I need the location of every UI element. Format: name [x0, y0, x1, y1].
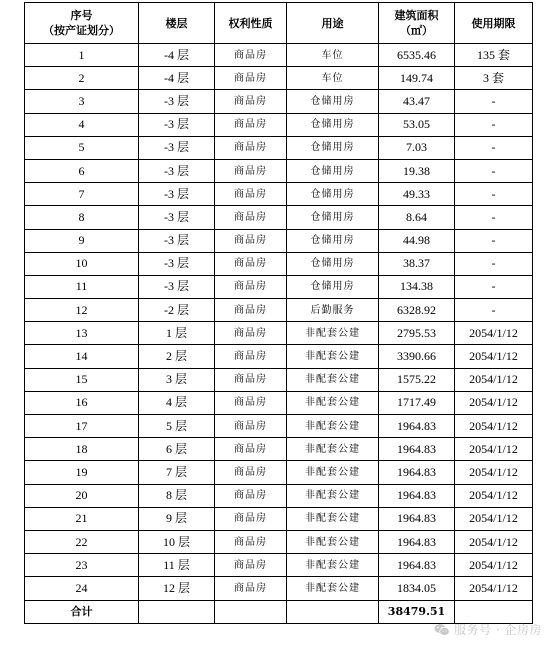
cell-area: 1964.83	[379, 507, 455, 530]
table-row	[25, 299, 533, 322]
table-row	[25, 368, 533, 391]
cell-area: 49.33	[379, 183, 455, 206]
cell-nature: 商品房	[215, 368, 287, 391]
cell-usage: 仓储用房	[287, 90, 379, 113]
cell-term: -	[455, 275, 533, 298]
total-area: 38479.51	[379, 600, 455, 623]
cell-seq: 22	[25, 530, 139, 553]
cell-floor: -3 层	[139, 252, 215, 275]
table-row	[25, 554, 533, 577]
property-table	[24, 2, 533, 624]
cell-term: 2054/1/12	[455, 368, 533, 391]
cell-floor: -4 层	[139, 44, 215, 67]
cell-seq: 4	[25, 113, 139, 136]
table-row	[25, 438, 533, 461]
cell-seq: 1	[25, 44, 139, 67]
table-row	[25, 461, 533, 484]
cell-usage: 仓储用房	[287, 159, 379, 182]
table-row	[25, 113, 533, 136]
cell-seq: 2	[25, 67, 139, 90]
cell-seq: 11	[25, 275, 139, 298]
table-row	[25, 415, 533, 438]
cell-nature: 商品房	[215, 159, 287, 182]
table-row	[25, 391, 533, 414]
cell-usage: 非配套公建	[287, 322, 379, 345]
table-row	[25, 67, 533, 90]
table-row	[25, 345, 533, 368]
table-row	[25, 484, 533, 507]
cell-floor: 3 层	[139, 368, 215, 391]
header-floor: 楼层	[139, 3, 215, 44]
cell-usage: 非配套公建	[287, 415, 379, 438]
cell-nature: 商品房	[215, 577, 287, 600]
table-row	[25, 507, 533, 530]
header-seq	[25, 3, 139, 44]
cell-nature: 商品房	[215, 44, 287, 67]
cell-floor: 12 层	[139, 577, 215, 600]
cell-nature: 商品房	[215, 113, 287, 136]
cell-seq: 16	[25, 391, 139, 414]
cell-term: 2054/1/12	[455, 345, 533, 368]
cell-usage: 非配套公建	[287, 484, 379, 507]
cell-seq: 8	[25, 206, 139, 229]
cell-usage: 非配套公建	[287, 507, 379, 530]
cell-seq: 6	[25, 159, 139, 182]
cell-nature: 商品房	[215, 507, 287, 530]
wechat-icon	[434, 623, 450, 637]
cell-seq: 13	[25, 322, 139, 345]
watermark	[434, 621, 542, 638]
header-seq-line2: （按产证划分）	[43, 24, 120, 37]
cell-area: 1964.83	[379, 554, 455, 577]
cell-term: 2054/1/12	[455, 507, 533, 530]
cell-area: 38.37	[379, 252, 455, 275]
cell-term: -	[455, 159, 533, 182]
cell-seq: 15	[25, 368, 139, 391]
cell-seq: 3	[25, 90, 139, 113]
cell-usage: 后勤服务	[287, 299, 379, 322]
cell-seq: 9	[25, 229, 139, 252]
table-row	[25, 530, 533, 553]
cell-floor: -3 层	[139, 275, 215, 298]
cell-seq: 24	[25, 577, 139, 600]
cell-area: 1575.22	[379, 368, 455, 391]
cell-nature: 商品房	[215, 90, 287, 113]
cell-term: -	[455, 206, 533, 229]
cell-area: 44.98	[379, 229, 455, 252]
cell-usage: 仓储用房	[287, 183, 379, 206]
cell-nature: 商品房	[215, 183, 287, 206]
cell-floor: 10 层	[139, 530, 215, 553]
cell-area: 1964.83	[379, 438, 455, 461]
total-empty-usage	[287, 600, 379, 623]
cell-floor: 5 层	[139, 415, 215, 438]
cell-term: 2054/1/12	[455, 391, 533, 414]
cell-nature: 商品房	[215, 136, 287, 159]
cell-seq: 12	[25, 299, 139, 322]
cell-floor: 4 层	[139, 391, 215, 414]
table-row	[25, 252, 533, 275]
cell-area: 6535.46	[379, 44, 455, 67]
cell-nature: 商品房	[215, 415, 287, 438]
cell-term: 2054/1/12	[455, 322, 533, 345]
cell-term: -	[455, 252, 533, 275]
cell-floor: -3 层	[139, 183, 215, 206]
header-area	[379, 3, 455, 44]
cell-floor: -3 层	[139, 90, 215, 113]
cell-floor: 1 层	[139, 322, 215, 345]
cell-nature: 商品房	[215, 67, 287, 90]
cell-term: 2054/1/12	[455, 415, 533, 438]
cell-seq: 23	[25, 554, 139, 577]
total-label: 合计	[25, 600, 139, 623]
cell-term: 2054/1/12	[455, 530, 533, 553]
cell-nature: 商品房	[215, 229, 287, 252]
cell-usage: 非配套公建	[287, 391, 379, 414]
cell-usage: 仓储用房	[287, 252, 379, 275]
table-row	[25, 44, 533, 67]
total-empty-nature	[215, 600, 287, 623]
cell-usage: 车位	[287, 67, 379, 90]
cell-floor: -3 层	[139, 136, 215, 159]
cell-area: 1964.83	[379, 415, 455, 438]
cell-area: 8.64	[379, 206, 455, 229]
cell-area: 1964.83	[379, 484, 455, 507]
cell-floor: 2 层	[139, 345, 215, 368]
cell-term: -	[455, 113, 533, 136]
cell-usage: 非配套公建	[287, 438, 379, 461]
cell-area: 19.38	[379, 159, 455, 182]
cell-floor: -3 层	[139, 159, 215, 182]
cell-term: 2054/1/12	[455, 484, 533, 507]
table-row	[25, 90, 533, 113]
cell-term: -	[455, 183, 533, 206]
table-row	[25, 183, 533, 206]
cell-seq: 17	[25, 415, 139, 438]
table-row	[25, 206, 533, 229]
cell-floor: -3 层	[139, 113, 215, 136]
total-row	[25, 600, 533, 623]
cell-area: 43.47	[379, 90, 455, 113]
header-seq-line1: 序号	[70, 9, 93, 22]
table-row	[25, 229, 533, 252]
cell-area: 1717.49	[379, 391, 455, 414]
cell-nature: 商品房	[215, 206, 287, 229]
cell-area: 7.03	[379, 136, 455, 159]
cell-nature: 商品房	[215, 275, 287, 298]
table-body	[25, 44, 533, 601]
cell-usage: 非配套公建	[287, 530, 379, 553]
cell-usage: 仓储用房	[287, 136, 379, 159]
cell-floor: 11 层	[139, 554, 215, 577]
cell-usage: 仓储用房	[287, 275, 379, 298]
header-nature: 权利性质	[215, 3, 287, 44]
cell-area: 1834.05	[379, 577, 455, 600]
cell-floor: 6 层	[139, 438, 215, 461]
cell-usage: 仓储用房	[287, 113, 379, 136]
cell-usage: 非配套公建	[287, 345, 379, 368]
watermark-text: 服务号 · 企房房	[454, 623, 542, 637]
cell-term: 2054/1/12	[455, 577, 533, 600]
cell-nature: 商品房	[215, 322, 287, 345]
cell-usage: 仓储用房	[287, 229, 379, 252]
cell-usage: 非配套公建	[287, 554, 379, 577]
cell-seq: 19	[25, 461, 139, 484]
cell-floor: -2 层	[139, 299, 215, 322]
cell-usage: 非配套公建	[287, 461, 379, 484]
cell-term: 2054/1/12	[455, 461, 533, 484]
header-usage: 用途	[287, 3, 379, 44]
cell-nature: 商品房	[215, 461, 287, 484]
cell-term: -	[455, 90, 533, 113]
cell-area: 134.38	[379, 275, 455, 298]
cell-seq: 20	[25, 484, 139, 507]
cell-area: 3390.66	[379, 345, 455, 368]
cell-term: 3 套	[455, 67, 533, 90]
cell-area: 1964.83	[379, 461, 455, 484]
cell-term: -	[455, 136, 533, 159]
cell-seq: 21	[25, 507, 139, 530]
table-row	[25, 159, 533, 182]
cell-floor: -3 层	[139, 206, 215, 229]
cell-nature: 商品房	[215, 252, 287, 275]
table-row	[25, 577, 533, 600]
table-row	[25, 322, 533, 345]
cell-term: 2054/1/12	[455, 554, 533, 577]
total-empty-term	[455, 600, 533, 623]
header-area-line2: （㎡）	[400, 24, 433, 37]
cell-area: 149.74	[379, 67, 455, 90]
header-area-line1: 建筑面积	[394, 9, 439, 22]
cell-usage: 非配套公建	[287, 368, 379, 391]
cell-floor: 8 层	[139, 484, 215, 507]
cell-nature: 商品房	[215, 554, 287, 577]
cell-floor: 9 层	[139, 507, 215, 530]
total-empty-floor	[139, 600, 215, 623]
cell-area: 2795.53	[379, 322, 455, 345]
cell-floor: -3 层	[139, 229, 215, 252]
cell-term: 2054/1/12	[455, 438, 533, 461]
cell-usage: 仓储用房	[287, 206, 379, 229]
cell-seq: 5	[25, 136, 139, 159]
table-row	[25, 136, 533, 159]
cell-usage: 非配套公建	[287, 577, 379, 600]
cell-floor: -4 层	[139, 67, 215, 90]
cell-seq: 7	[25, 183, 139, 206]
cell-term: -	[455, 229, 533, 252]
cell-nature: 商品房	[215, 530, 287, 553]
cell-usage: 车位	[287, 44, 379, 67]
cell-nature: 商品房	[215, 484, 287, 507]
cell-term: -	[455, 299, 533, 322]
table-row	[25, 275, 533, 298]
header-term: 使用期限	[455, 3, 533, 44]
cell-seq: 18	[25, 438, 139, 461]
cell-nature: 商品房	[215, 391, 287, 414]
header-row	[25, 3, 533, 44]
cell-seq: 14	[25, 345, 139, 368]
cell-term: 135 套	[455, 44, 533, 67]
cell-nature: 商品房	[215, 345, 287, 368]
cell-area: 6328.92	[379, 299, 455, 322]
cell-nature: 商品房	[215, 299, 287, 322]
cell-floor: 7 层	[139, 461, 215, 484]
cell-area: 53.05	[379, 113, 455, 136]
cell-area: 1964.83	[379, 530, 455, 553]
cell-nature: 商品房	[215, 438, 287, 461]
cell-seq: 10	[25, 252, 139, 275]
